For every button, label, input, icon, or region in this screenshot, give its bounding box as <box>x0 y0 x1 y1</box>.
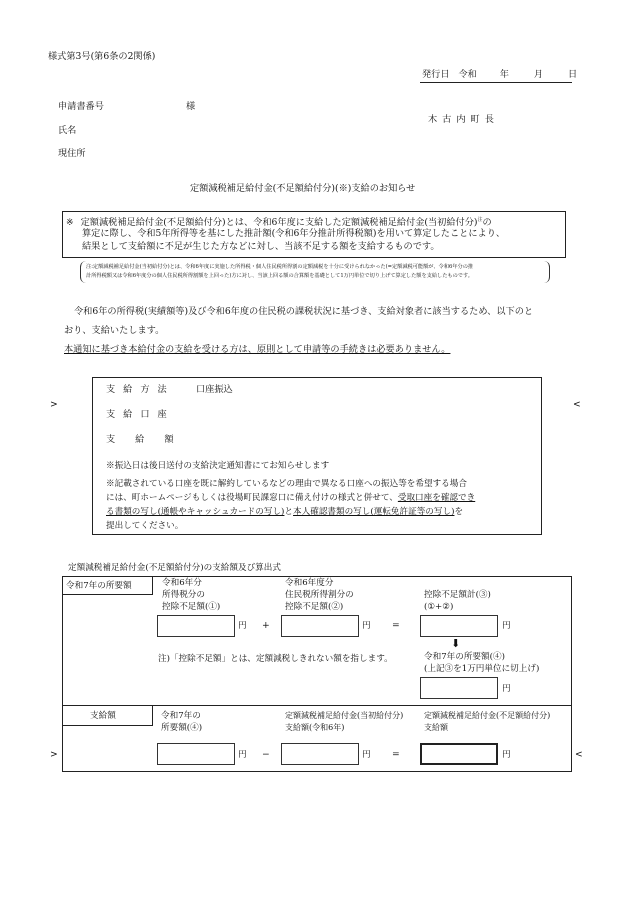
yen-label-5: 円 <box>238 750 247 760</box>
address-label: 現住所 <box>58 148 86 159</box>
issue-day: 日 <box>568 69 578 80</box>
col2-header-line-1: 令和6年度分 <box>285 578 334 588</box>
calc-left-mark: > <box>50 749 58 760</box>
row1-label-bottom <box>62 594 153 595</box>
intro-line-2: おり、支給いたします。 <box>64 325 165 336</box>
equals-operator-2: = <box>392 749 400 760</box>
intro-line-3: 本通知に基づき本給付金の支給を受ける方は、原則として申請等の手続きは必要ありません。 <box>64 344 451 355</box>
notice-line-1-text: 定額減税補足給付金(不足額給付分)とは、令和6年度に支給した定額減税補足給付金(当初給付分) <box>80 217 478 229</box>
payment-note-2c-end: を <box>454 507 464 517</box>
r2-col3-header <box>424 710 550 734</box>
required-amount-input[interactable] <box>157 743 235 765</box>
down-arrow-icon: ⬇ <box>451 637 461 650</box>
issue-era: 令和 <box>458 69 477 80</box>
col1-header-line-2: 所得税分の <box>162 590 205 600</box>
col1-header-line-1: 令和6年分 <box>162 578 202 588</box>
issue-month: 月 <box>533 69 544 80</box>
payment-note-2b-underlined: 受取口座を確認でき <box>397 493 476 503</box>
notice-line-2: 算定に際し、令和5年所得等を基にした推計額(令和6年分推計所得税額)を用いて算定したことにより、 <box>82 228 506 239</box>
required-amount-r7-input[interactable] <box>420 677 498 699</box>
notice-line-1-end: の <box>482 217 492 229</box>
plus-operator: + <box>262 620 270 631</box>
shortfall-payment-amount-input[interactable] <box>420 743 498 765</box>
r2-col3-header-line-2: 支給額 <box>424 723 448 732</box>
row2-label: 支給額 <box>90 711 116 721</box>
col3-header-line-2: (①+②) <box>424 602 454 612</box>
application-number-label: 申請書番号 <box>58 101 104 112</box>
issue-date-underline <box>420 82 572 83</box>
intro-line-1: 令和6年の所得税(実績額等)及び令和6年度の住民税の課税状況に基づき、支給対象者に該当するため、以下のと <box>74 306 534 317</box>
name-label: 氏名 <box>58 125 77 136</box>
deduction-shortfall-income-tax-input[interactable] <box>157 615 235 637</box>
issue-year: 年 <box>499 69 509 80</box>
payment-note-2c-underlined-1: る書類の写し(通帳やキャッシュカードの写し) <box>106 507 285 517</box>
payment-note-2d: 提出してください。 <box>106 521 184 531</box>
r2-col2-header-line-2: 支給額(令和6年) <box>285 723 345 732</box>
payment-note-2a: ※記載されている口座を既に解約しているなどの理由で異なる口座への振込等を希望する場合 <box>106 479 467 489</box>
yen-label-7: 円 <box>502 750 511 760</box>
calc-right-mark: < <box>575 749 583 760</box>
minus-operator: − <box>262 749 270 760</box>
payment-account-label: 支給口座 <box>106 409 175 420</box>
payment-note-2b-text: には、町ホームページもしくは役場町民課窓口に備え付けの様式と併せて、 <box>106 493 398 503</box>
col2-header <box>285 577 354 613</box>
r2-col1-header <box>161 710 202 734</box>
r2-col1-header-line-2: 所要額(④) <box>161 723 203 733</box>
r2-col1-header-line-1: 令和7年の <box>161 711 201 721</box>
yen-label-2: 円 <box>362 621 371 631</box>
yen-label-1: 円 <box>238 621 247 631</box>
footnote-line-2: 計所得税額又は令和6年度分の個人住民税所得割額を上回った)方に対し、当該上回る額の合算額を基礎として1万円単位で切り上げて算定した額を支給したものです。 <box>86 273 473 279</box>
col1-header <box>162 577 220 613</box>
row2-label-bottom <box>62 725 153 726</box>
payment-note-1: ※振込日は後日送付の支給決定通知書にてお知らせします <box>106 461 330 471</box>
col3b-header-line-2: (上記③を1万円単位に切上げ) <box>424 664 540 674</box>
col2-header-line-2: 住民税所得割分の <box>285 590 354 600</box>
r2-col2-header-line-1: 定額減税補足給付金(当初給付分) <box>285 711 404 720</box>
page-title: 定額減税補足給付金(不足額給付分)(※)支給のお知らせ <box>190 183 416 194</box>
payment-right-mark: < <box>573 399 581 410</box>
payment-note-2c-mid: と <box>284 507 294 517</box>
yen-label-4: 円 <box>502 684 511 694</box>
payment-left-mark: > <box>50 399 58 410</box>
issue-date <box>422 68 577 81</box>
notice-mark: ※ <box>66 217 74 229</box>
form-number: 様式第3号(第6条の2関係) <box>48 51 156 62</box>
col3b-header <box>424 651 539 675</box>
sama-label: 様 <box>186 101 196 112</box>
deduction-shortfall-total-input[interactable] <box>420 615 498 637</box>
yen-label-3: 円 <box>502 621 511 631</box>
row1-label: 令和7年の所要額 <box>66 581 132 591</box>
col1-header-line-3: 控除不足額(①) <box>162 602 221 612</box>
payment-note-2c <box>106 506 463 518</box>
yen-label-6: 円 <box>362 750 371 760</box>
deduction-note: 注)「控除不足額」とは、定額減税しきれない額を指します。 <box>158 654 393 664</box>
calc-row-divider <box>62 705 572 706</box>
col3-header <box>424 589 491 613</box>
r2-col3-header-line-1: 定額減税補足給付金(不足額給付分) <box>424 711 551 720</box>
payment-method-value: 口座振込 <box>196 384 233 395</box>
payment-note-2b <box>106 492 475 504</box>
deduction-shortfall-resident-tax-input[interactable] <box>281 615 359 637</box>
calc-section-title: 定額減税補足給付金(不足額給付分)の支給額及び算出式 <box>68 563 281 573</box>
equals-operator-1: = <box>392 620 400 631</box>
r2-col2-header <box>285 710 403 734</box>
payment-amount-label: 支給額 <box>106 434 194 445</box>
payment-note-2c-underlined-2: 本人確認書類の写し(運転免許証等の写し) <box>293 507 455 517</box>
row1-label-divider <box>152 576 153 594</box>
payment-method-label: 支給方法 <box>106 384 175 395</box>
notice-note-mark: 注 <box>477 217 483 223</box>
notice-line-3: 結果として支給額に不足が生じた方などに対し、当該不足する額を支給するものです。 <box>82 241 440 252</box>
col3-header-line-1: 控除不足額計(③) <box>424 590 491 600</box>
col3b-header-line-1: 令和7年の所要額(④) <box>424 652 505 662</box>
footnote-line-1: 注:定額減税補足給付金(当初給付分)とは、令和6年度に実施した所得税・個人住民税所得割の定額減税を十分に受けられなかった(=定額減税可能額が、令和6年分の推 <box>86 264 474 270</box>
issue-date-label: 発行日 <box>422 69 450 80</box>
issuer-name: 木古内町長 <box>428 114 499 125</box>
row2-label-divider <box>152 705 153 725</box>
col2-header-line-3: 控除不足額(②) <box>285 602 344 612</box>
initial-payment-amount-input[interactable] <box>281 743 359 765</box>
